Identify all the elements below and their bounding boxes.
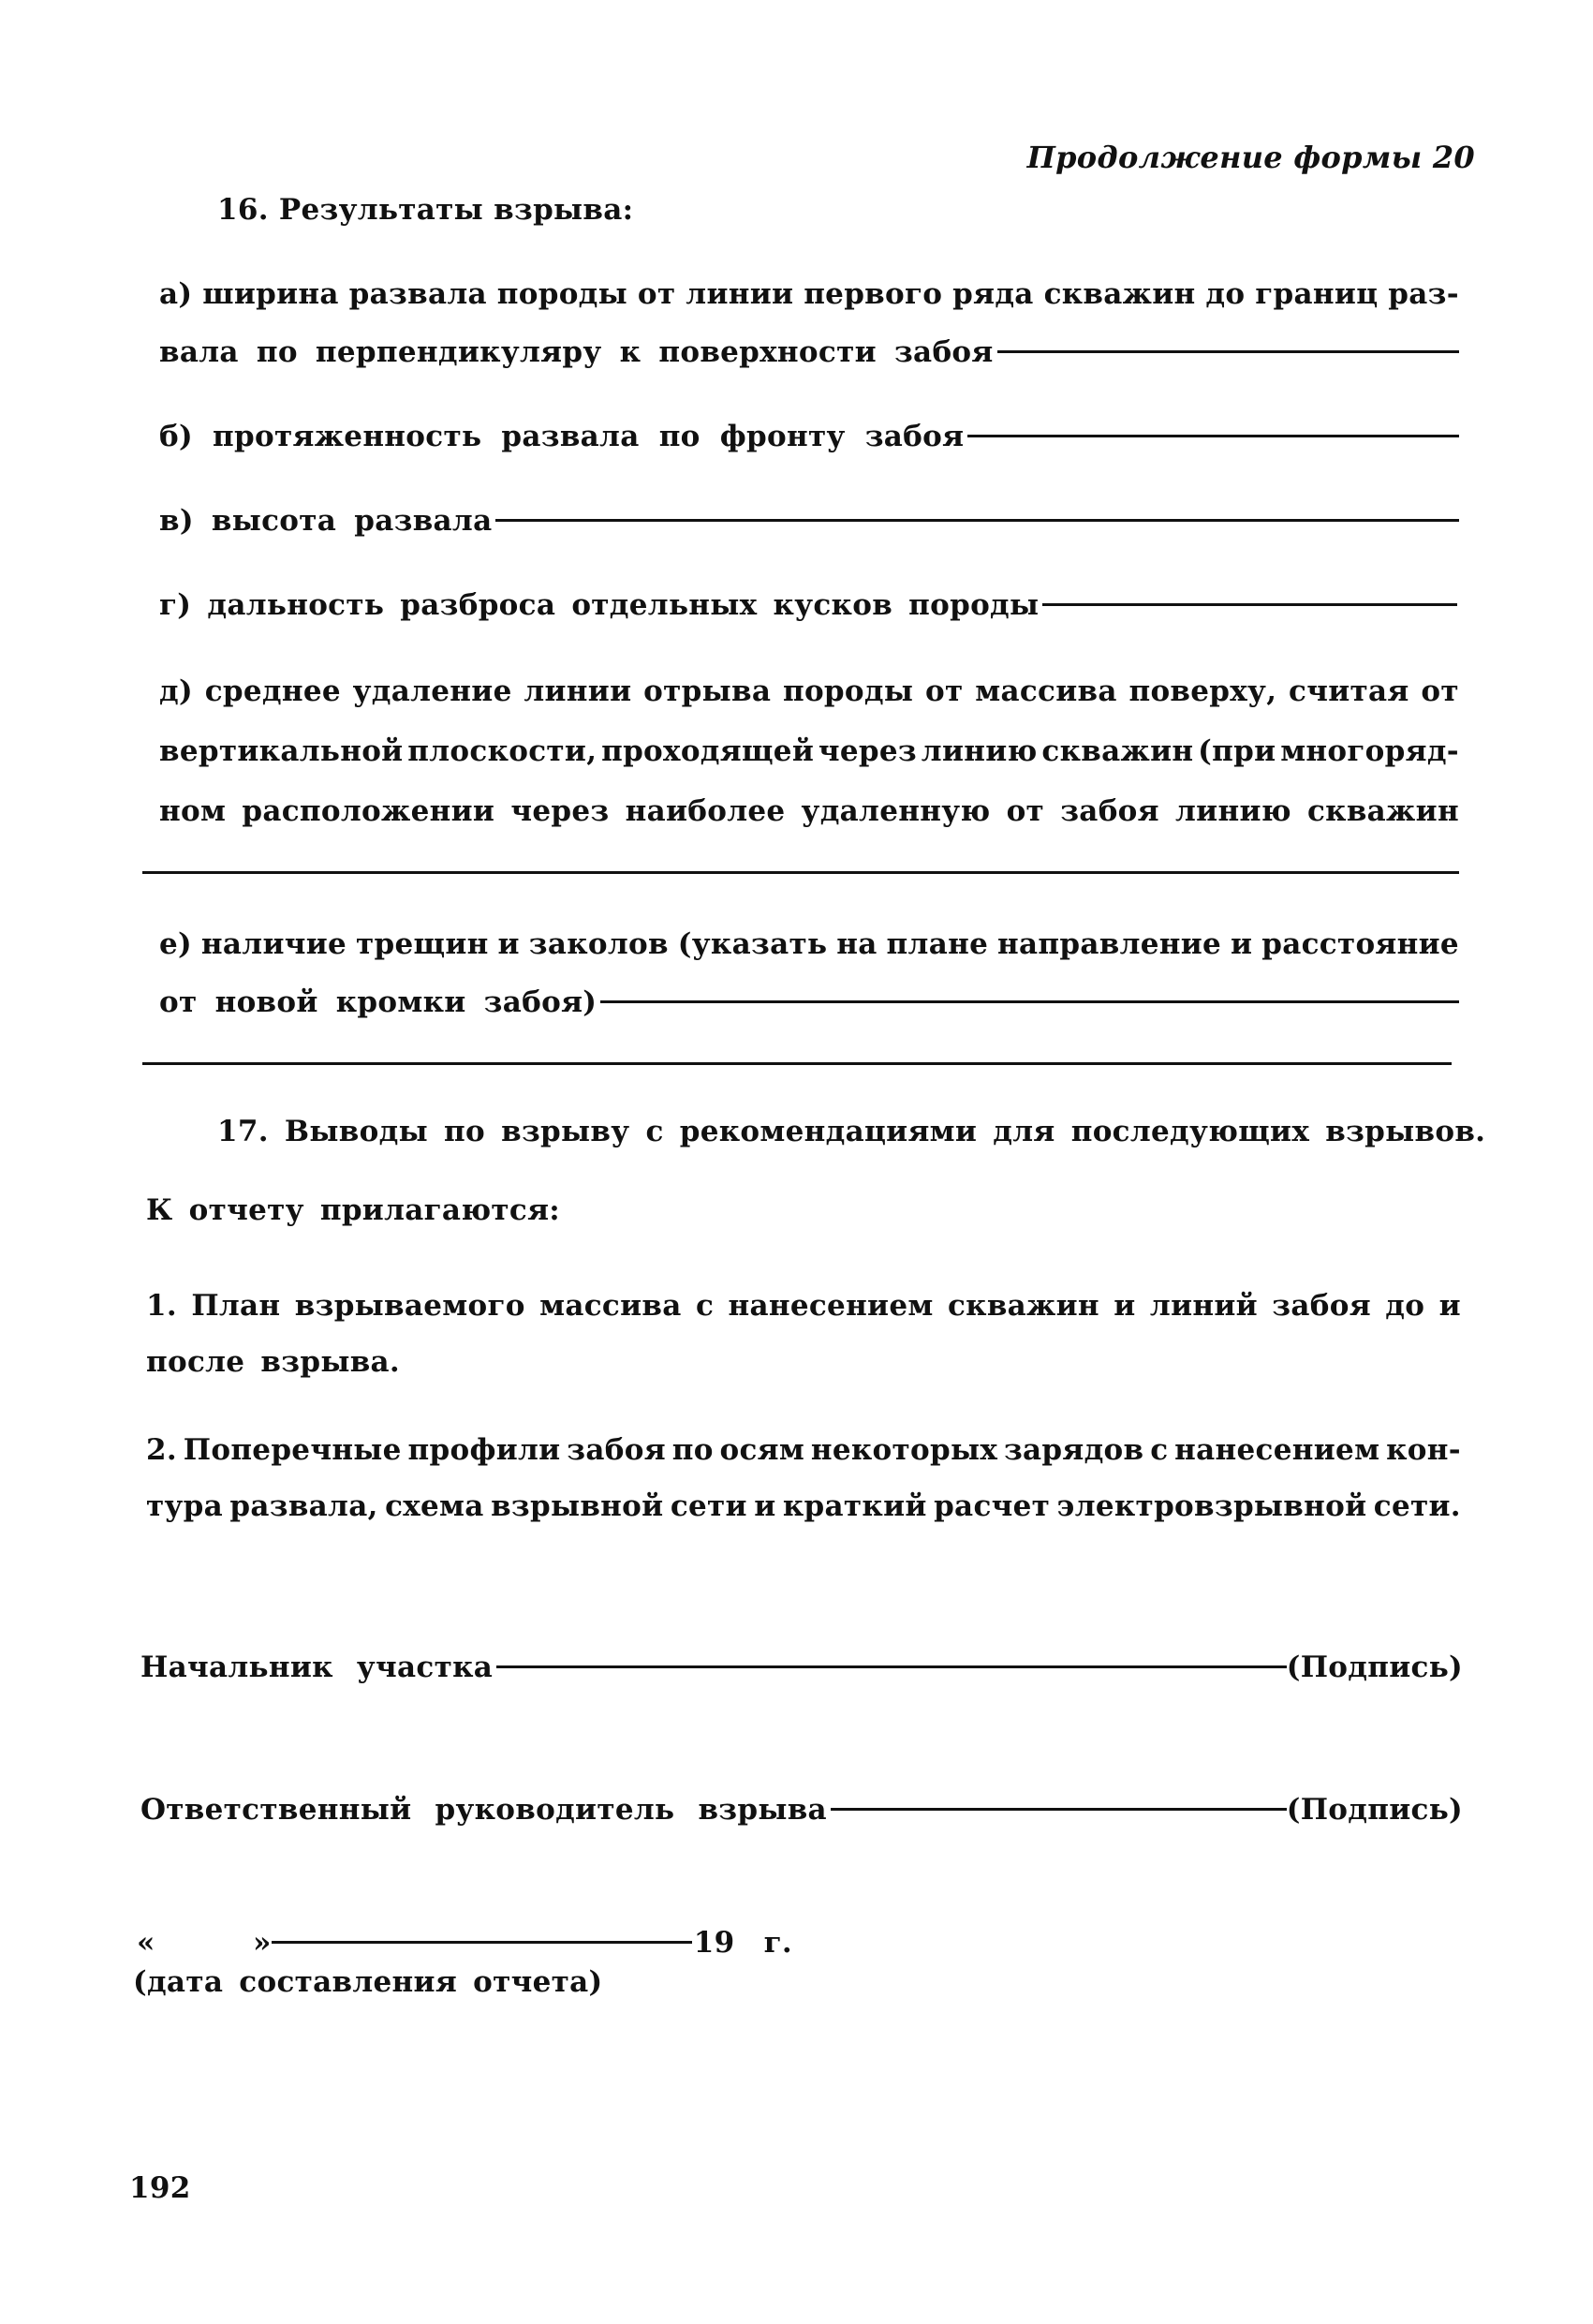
word: вертикальной <box>159 734 404 768</box>
word: нанесением <box>1174 1433 1380 1467</box>
page-number: 192 <box>129 2171 191 2205</box>
word: среднее <box>204 674 341 708</box>
word: развала <box>348 277 487 311</box>
word: (указать <box>677 927 828 961</box>
word: массива <box>539 1289 682 1323</box>
word: трещин <box>355 927 489 961</box>
item-e-fill-line <box>600 1000 1459 1003</box>
word: д) <box>159 674 193 708</box>
word: забоя <box>1060 794 1159 828</box>
responsible-signature-line <box>140 1791 1463 1828</box>
date-year: 19 г. <box>693 1926 792 1960</box>
section-17-title: 17. Выводы по взрыву с рекомендациями для последующих взрывов. <box>217 1115 1486 1148</box>
word: скважин <box>1306 794 1459 828</box>
word: взрывной <box>491 1489 664 1523</box>
word: через <box>818 734 918 768</box>
word: и <box>1231 927 1253 961</box>
word: раз- <box>1388 277 1459 311</box>
item-d-fill-line <box>142 871 1459 874</box>
item-v-line <box>159 502 1459 540</box>
word: через <box>510 794 610 828</box>
item-e-extra-line <box>142 1062 1452 1065</box>
word: расстояние <box>1261 927 1459 961</box>
word: профили <box>407 1433 561 1467</box>
word: зарядов <box>1003 1433 1144 1467</box>
word: некоторых <box>810 1433 998 1467</box>
word: электровзрывной <box>1056 1489 1367 1523</box>
word: ном <box>159 794 227 828</box>
word: удаление <box>352 674 512 708</box>
word: первого <box>804 277 943 311</box>
word: от <box>1421 674 1459 708</box>
word: по <box>671 1433 714 1467</box>
word: взрываемого <box>294 1289 525 1323</box>
word: План <box>191 1289 281 1323</box>
word: плоскости, <box>407 734 597 768</box>
date-quote-close: » <box>253 1926 272 1960</box>
word: проходящей <box>601 734 815 768</box>
word: линию <box>921 734 1038 768</box>
word: линию <box>1175 794 1291 828</box>
item-a-fill-line <box>997 350 1459 353</box>
attachments-heading: К отчету прилагаются: <box>146 1193 561 1227</box>
word: от <box>1006 794 1045 828</box>
word: многоряд- <box>1280 734 1459 768</box>
section-16-title: 16. Результаты взрыва: <box>217 193 634 227</box>
item-b-fill-line <box>967 435 1459 437</box>
continuation-header: Продолжение формы 20 <box>1026 140 1475 175</box>
attachment-1-line2: после взрыва. <box>146 1345 401 1379</box>
word: скважин <box>947 1289 1099 1323</box>
attachment-2-line2 <box>146 1488 1461 1525</box>
word: осям <box>719 1433 805 1467</box>
chief-sign-caption: (Подпись) <box>1286 1650 1463 1684</box>
date-line <box>253 1924 792 1961</box>
date-quote-open: « <box>137 1926 155 1960</box>
word: а) <box>159 277 193 311</box>
word: от <box>637 277 676 311</box>
word: ширина <box>202 277 339 311</box>
chief-signature-line <box>140 1649 1463 1686</box>
word: 2. <box>146 1433 177 1467</box>
word: границ <box>1255 277 1379 311</box>
word: породы <box>496 277 628 311</box>
word: и <box>1438 1289 1461 1323</box>
word: плане <box>886 927 989 961</box>
item-d-line2 <box>159 733 1459 770</box>
word: поверху, <box>1128 674 1277 708</box>
item-g-fill-line <box>1042 603 1457 606</box>
chief-signature-field <box>496 1665 1287 1668</box>
word: расчет <box>934 1489 1051 1523</box>
responsible-label: Ответственный руководитель взрыва <box>140 1793 827 1827</box>
word: наиболее <box>625 794 786 828</box>
word: массива <box>975 674 1117 708</box>
word: до <box>1205 277 1246 311</box>
word: скважин <box>1041 734 1194 768</box>
word: е) <box>159 927 192 961</box>
word: заколов <box>528 927 669 961</box>
item-a-line1 <box>159 275 1459 313</box>
word: и <box>1114 1289 1136 1323</box>
word: 1. <box>146 1289 177 1323</box>
word: и <box>754 1489 776 1523</box>
item-e-text: от новой кромки забоя) <box>159 985 597 1019</box>
word: до <box>1385 1289 1425 1323</box>
word: породы <box>782 674 914 708</box>
word: линии <box>524 674 632 708</box>
date-fill-line <box>272 1941 692 1944</box>
item-a-line2 <box>159 333 1459 371</box>
word: с <box>1150 1433 1169 1467</box>
word: отрыва <box>643 674 772 708</box>
word: (при <box>1198 734 1276 768</box>
word: краткий <box>782 1489 927 1523</box>
date-caption: (дата составления отчета) <box>133 1965 603 1999</box>
word: развала, <box>229 1489 378 1523</box>
item-v-fill-line <box>495 519 1459 522</box>
attachment-1-line1 <box>146 1287 1461 1325</box>
item-v-text: в) высота развала <box>159 504 493 538</box>
responsible-signature-field <box>831 1808 1287 1811</box>
item-e-line1 <box>159 925 1459 963</box>
item-e-line2 <box>159 984 1459 1021</box>
word: наличие <box>200 927 347 961</box>
word: и <box>497 927 520 961</box>
word: на <box>836 927 878 961</box>
word: направление <box>997 927 1222 961</box>
word: схема <box>385 1489 484 1523</box>
word: линии <box>686 277 794 311</box>
item-b-line <box>159 418 1459 455</box>
attachment-2-line1 <box>146 1431 1461 1469</box>
word: скважин <box>1043 277 1196 311</box>
word: ряда <box>952 277 1034 311</box>
item-d-line3 <box>159 792 1459 830</box>
word: кон- <box>1386 1433 1461 1467</box>
item-a-text: вала по перпендикуляру к поверхности забоя <box>159 335 994 369</box>
word: забоя <box>1272 1289 1371 1323</box>
word: с <box>695 1289 715 1323</box>
chief-label: Начальник участка <box>140 1650 494 1684</box>
word: линий <box>1149 1289 1258 1323</box>
word: тура <box>146 1489 224 1523</box>
word: сети. <box>1373 1489 1461 1523</box>
item-d-line1 <box>159 673 1459 710</box>
item-b-text: б) протяженность развала по фронту забоя <box>159 420 965 453</box>
item-g-text: г) дальность разброса отдельных кусков породы <box>159 588 1040 622</box>
word: удаленную <box>801 794 991 828</box>
word: нанесением <box>728 1289 934 1323</box>
responsible-sign-caption: (Подпись) <box>1286 1793 1463 1827</box>
word: расположении <box>242 794 495 828</box>
item-g-line <box>159 586 1457 624</box>
word: Поперечные <box>183 1433 402 1467</box>
word: считая <box>1289 674 1409 708</box>
word: забоя <box>567 1433 666 1467</box>
word: сети <box>670 1489 747 1523</box>
word: от <box>924 674 964 708</box>
